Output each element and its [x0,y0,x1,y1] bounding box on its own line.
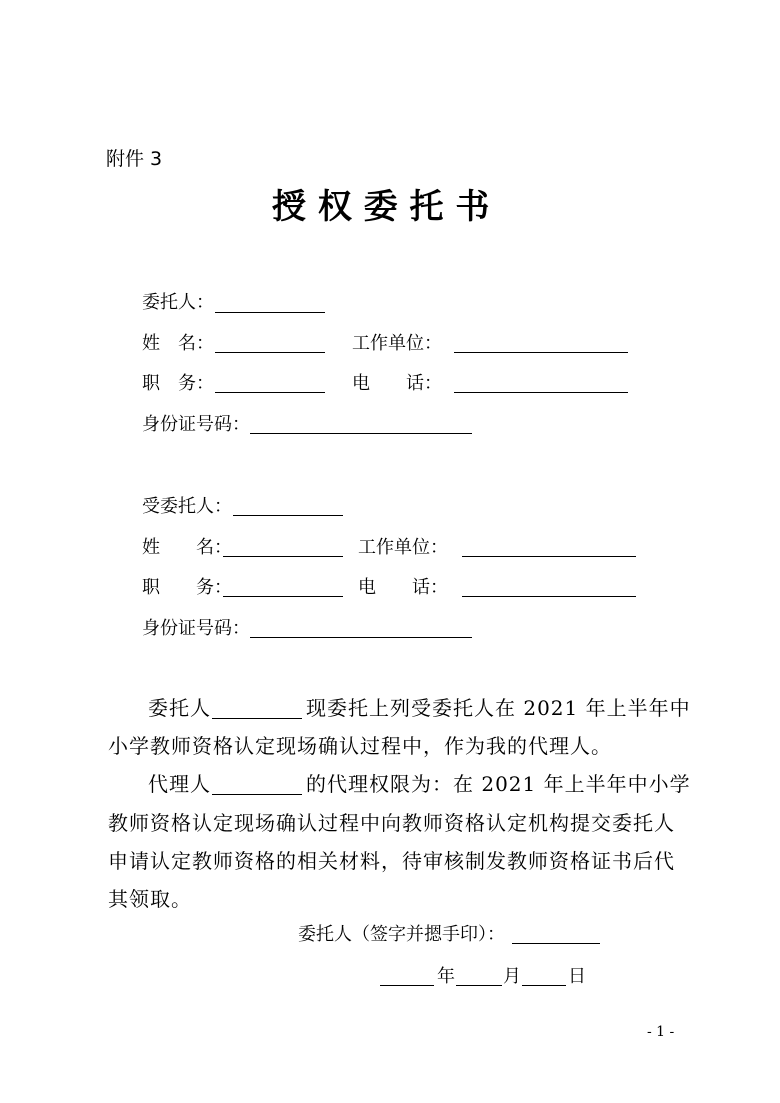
principal-id-field[interactable] [250,433,472,434]
signature-label: 委托人（签字并摁手印）： [298,924,505,945]
principal-name-label: 姓 名： [142,333,214,354]
paragraph-1-line-2: 小学教师资格认定现场确认过程中，作为我的代理人。 [108,734,612,758]
paragraph-1-lead: 委托人 [148,696,211,720]
day-label: 日 [568,966,586,987]
paragraph-2-line-4: 其领取。 [108,887,192,911]
year-field[interactable] [380,985,434,986]
principal-blank[interactable] [215,312,325,313]
paragraph-2-agent-blank[interactable] [212,794,302,795]
attachment-label: 附件 3 [106,148,163,170]
day-field[interactable] [522,985,566,986]
agent-blank[interactable] [233,515,343,516]
month-label: 月 [503,966,521,987]
principal-heading: 委托人： [142,292,214,313]
agent-phone-field[interactable] [462,596,636,597]
paragraph-2-lead: 代理人 [148,772,211,796]
agent-position-field[interactable] [223,596,343,597]
agent-unit-field[interactable] [462,556,636,557]
paragraph-1-principal-blank[interactable] [212,718,302,719]
agent-phone-label: 电 话： [358,577,448,598]
principal-name-field[interactable] [215,352,325,353]
agent-name-field[interactable] [223,556,343,557]
signature-field[interactable] [512,943,600,944]
principal-unit-field[interactable] [454,352,628,353]
principal-phone-label: 电 话： [352,373,442,394]
principal-position-field[interactable] [215,392,325,393]
principal-id-label: 身份证号码： [142,414,250,435]
page-number: - 1 - [647,1024,675,1040]
agent-id-field[interactable] [250,637,472,638]
month-field[interactable] [456,985,502,986]
paragraph-2-text: 的代理权限为：在 2021 年上半年中小学 [306,772,691,796]
agent-unit-label: 工作单位： [358,537,448,558]
principal-unit-label: 工作单位： [352,333,442,354]
agent-name-label: 姓 名： [142,537,232,558]
agent-heading: 受委托人： [142,496,232,517]
paragraph-2-line-3: 申请认定教师资格的相关材料，待审核制发教师资格证书后代 [108,849,675,873]
principal-phone-field[interactable] [454,392,628,393]
paragraph-2-line-2: 教师资格认定现场确认过程中向教师资格认定机构提交委托人 [108,811,675,835]
principal-position-label: 职 务： [142,373,214,394]
agent-position-label: 职 务： [142,577,232,598]
document-title: 授 权 委 托 书 [272,187,490,227]
year-label: 年 [437,966,455,987]
paragraph-1-text: 现委托上列受委托人在 2021 年上半年中 [306,696,691,720]
agent-id-label: 身份证号码： [142,618,250,639]
